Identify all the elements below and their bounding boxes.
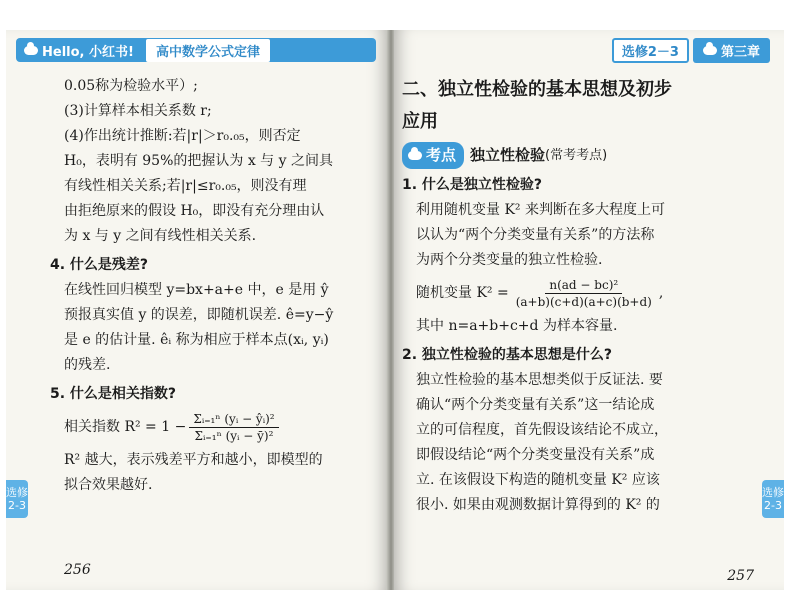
text-line: 立的可信程度，首先假设该结论不成立， — [416, 422, 668, 438]
section-title: 应用 — [402, 111, 438, 132]
chapter-label — [693, 38, 770, 63]
kaodian-subtitle: (常考考点) — [545, 148, 608, 163]
text-line: (3)计算样本相关系数 r; — [64, 103, 212, 119]
question-heading: 2. 独立性检验的基本思想是什么? — [402, 347, 613, 363]
left-content — [50, 74, 380, 498]
header-brand — [16, 41, 142, 60]
right-content — [402, 74, 736, 518]
page-number: 256 — [64, 562, 91, 578]
text-line: 有线性相关关系;若|r|≤r₀.₀₅，则没有理 — [64, 178, 307, 194]
question-heading: 4. 什么是残差? — [50, 257, 149, 273]
text-line: 以认为“两个分类变量有关系”的方法称 — [416, 227, 655, 243]
k-squared-formula — [402, 277, 736, 310]
kaodian-heading — [402, 142, 736, 169]
cloud-icon — [703, 46, 717, 55]
side-tab: 选修2-3 — [6, 480, 28, 518]
fraction-denominator: (a+b)(c+d)(a+c)(b+d) — [515, 295, 652, 309]
book-title: 高中数学公式定律 — [146, 39, 270, 62]
text-line: H₀，表明有 95%的把握认为 x 与 y 之间具 — [64, 153, 333, 169]
text-line: 即假设结论“两个分类变量没有关系”成 — [416, 447, 655, 463]
text-line: 很小. 如果由观测数据计算得到的 K² 的 — [416, 497, 660, 513]
text-line: 独立性检验的基本思想类似于反证法. 要 — [416, 372, 663, 388]
text-line: 利用随机变量 K² 来判断在多大程度上可 — [416, 202, 665, 218]
right-header — [612, 38, 770, 62]
kaodian-tag-text: 考点 — [426, 146, 457, 164]
formula-tail: , — [658, 285, 664, 301]
text-line: 是 e 的估计量. êᵢ 称为相应于样本点(xᵢ, yᵢ) — [64, 332, 329, 348]
fraction — [512, 277, 656, 310]
text-line: R² 越大，表示残差平方和越小，即模型的 — [64, 452, 323, 468]
fraction — [189, 411, 278, 444]
text-line: 为 x 与 y 之间有线性相关关系. — [64, 228, 257, 244]
question-heading: 5. 什么是相关指数? — [50, 386, 177, 402]
header-brand-text: Hello, 小红书! — [42, 44, 134, 60]
text-line: 由拒绝原来的假设 H₀，即没有充分理由认 — [64, 203, 325, 219]
module-label: 选修2－3 — [612, 38, 689, 63]
cloud-icon — [408, 151, 422, 160]
question-heading: 1. 什么是独立性检验? — [402, 177, 543, 193]
open-book — [6, 30, 784, 596]
text-line: 在线性回归模型 y=bx+a+e 中，e 是用 ŷ — [64, 282, 329, 298]
fraction-denominator: Σᵢ₌₁ⁿ (yᵢ − ȳ)² — [194, 429, 274, 443]
text-line: 的残差. — [64, 357, 111, 373]
text-line: 0.05称为检验水平）; — [64, 78, 198, 94]
left-header — [16, 38, 376, 62]
kaodian-tag — [402, 142, 464, 169]
side-tab: 选修2-3 — [762, 480, 784, 518]
text-line: 立. 在该假设下构造的随机变量 K² 应该 — [416, 472, 660, 488]
formula-label: 相关指数 R² = 1 − — [64, 419, 187, 435]
section-title: 二、独立性检验的基本思想及初步 — [402, 79, 672, 100]
text-line: 确认“两个分类变量有关系”这一结论成 — [416, 397, 655, 413]
page-number: 257 — [727, 568, 754, 584]
left-page — [6, 30, 388, 590]
fraction-numerator: n(ad − bc)² — [545, 277, 622, 294]
r-squared-formula — [64, 411, 380, 444]
chapter-text: 第三章 — [720, 44, 760, 60]
formula-label: 随机变量 K² = — [416, 285, 509, 301]
fraction-numerator: Σᵢ₌₁ⁿ (yᵢ − ŷᵢ)² — [189, 411, 278, 428]
text-line: 其中 n=a+b+c+d 为样本容量. — [416, 318, 618, 334]
text-line: 为两个分类变量的独立性检验. — [416, 252, 603, 268]
cloud-icon — [24, 46, 38, 55]
kaodian-title: 独立性检验 — [470, 146, 546, 164]
text-line: 拟合效果越好. — [64, 477, 153, 493]
text-line: (4)作出统计推断:若|r|＞r₀.₀₅，则否定 — [64, 128, 301, 144]
text-line: 预报真实值 y 的误差，即随机误差. ê=y−ŷ — [64, 307, 334, 323]
